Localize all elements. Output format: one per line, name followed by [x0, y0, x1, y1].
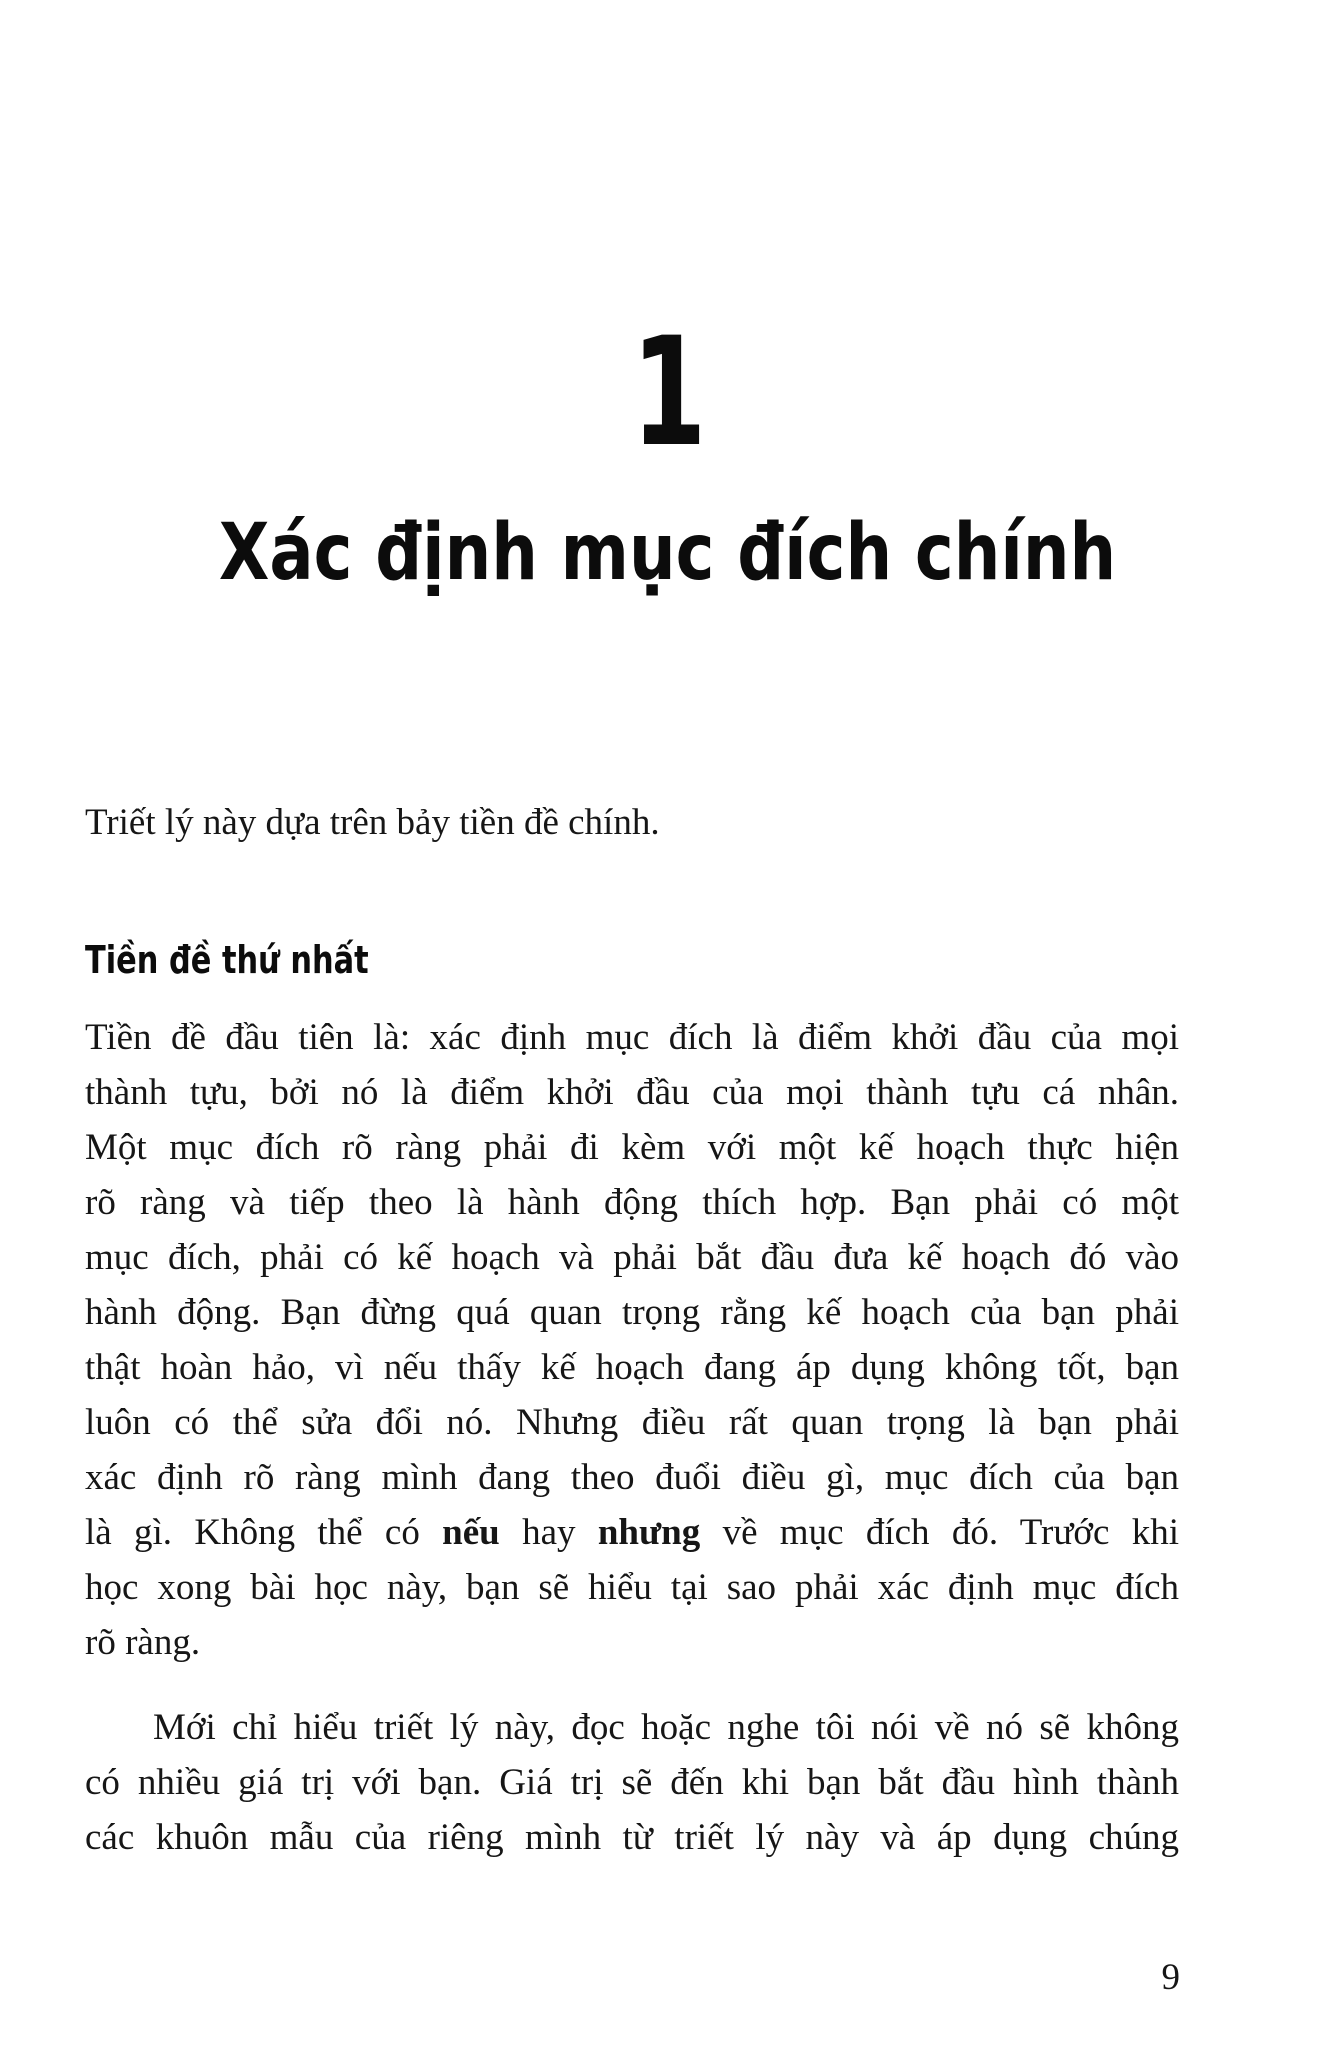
paragraph-line-with-emphasis	[85, 1505, 1179, 1560]
text-fragment: là gì. Không thể có	[85, 1512, 443, 1553]
paragraph-line: hành động. Bạn đừng quá quan trọng rằng kế hoạch của bạn phải	[85, 1292, 1179, 1333]
page-number: 9	[1161, 1957, 1180, 1998]
paragraph-line: luôn có thể sửa đổi nó. Nhưng điều rất quan trọng là bạn phải	[85, 1402, 1179, 1443]
paragraph-line: học xong bài học này, bạn sẽ hiểu tại sao phải xác định mục đích	[85, 1567, 1179, 1608]
paragraph-line: thật hoàn hảo, vì nếu thấy kế hoạch đang áp dụng không tốt, bạn	[85, 1347, 1179, 1388]
emphasis-if: nếu	[442, 1512, 500, 1553]
section-heading: Tiền đề thứ nhất	[85, 938, 369, 982]
paragraph-line: rõ ràng và tiếp theo là hành động thích hợp. Bạn phải có một	[85, 1182, 1179, 1223]
paragraph-line: xác định rõ ràng mình đang theo đuổi điều gì, mục đích của bạn	[85, 1457, 1179, 1498]
paragraph-line: Tiền đề đầu tiên là: xác định mục đích là điểm khởi đầu của mọi	[85, 1017, 1179, 1058]
text-fragment: về mục đích đó. Trước khi	[700, 1512, 1179, 1553]
paragraph-line: các khuôn mẫu của riêng mình từ triết lý này và áp dụng chúng	[85, 1817, 1179, 1858]
chapter-number: 1	[631, 306, 704, 480]
paragraph-line: có nhiều giá trị với bạn. Giá trị sẽ đến khi bạn bắt đầu hình thành	[85, 1762, 1179, 1803]
paragraph-line: rõ ràng.	[85, 1622, 201, 1663]
paragraph-line: thành tựu, bởi nó là điểm khởi đầu của mọi thành tựu cá nhân.	[85, 1072, 1179, 1113]
lead-sentence: Triết lý này dựa trên bảy tiền đề chính.	[85, 802, 660, 843]
text-fragment: hay	[499, 1512, 598, 1553]
paragraph-2	[85, 1700, 1179, 1865]
paragraph-line: Một mục đích rõ ràng phải đi kèm với một kế hoạch thực hiện	[85, 1127, 1179, 1168]
chapter-title: Xác định mục đích chính	[218, 508, 1117, 598]
emphasis-but: nhưng	[597, 1512, 701, 1553]
paragraph-line: mục đích, phải có kế hoạch và phải bắt đầu đưa kế hoạch đó vào	[85, 1237, 1179, 1278]
paragraph-1	[85, 1010, 1179, 1670]
paragraph-line: Mới chỉ hiểu triết lý này, đọc hoặc nghe tôi nói về nó sẽ không	[153, 1707, 1179, 1748]
